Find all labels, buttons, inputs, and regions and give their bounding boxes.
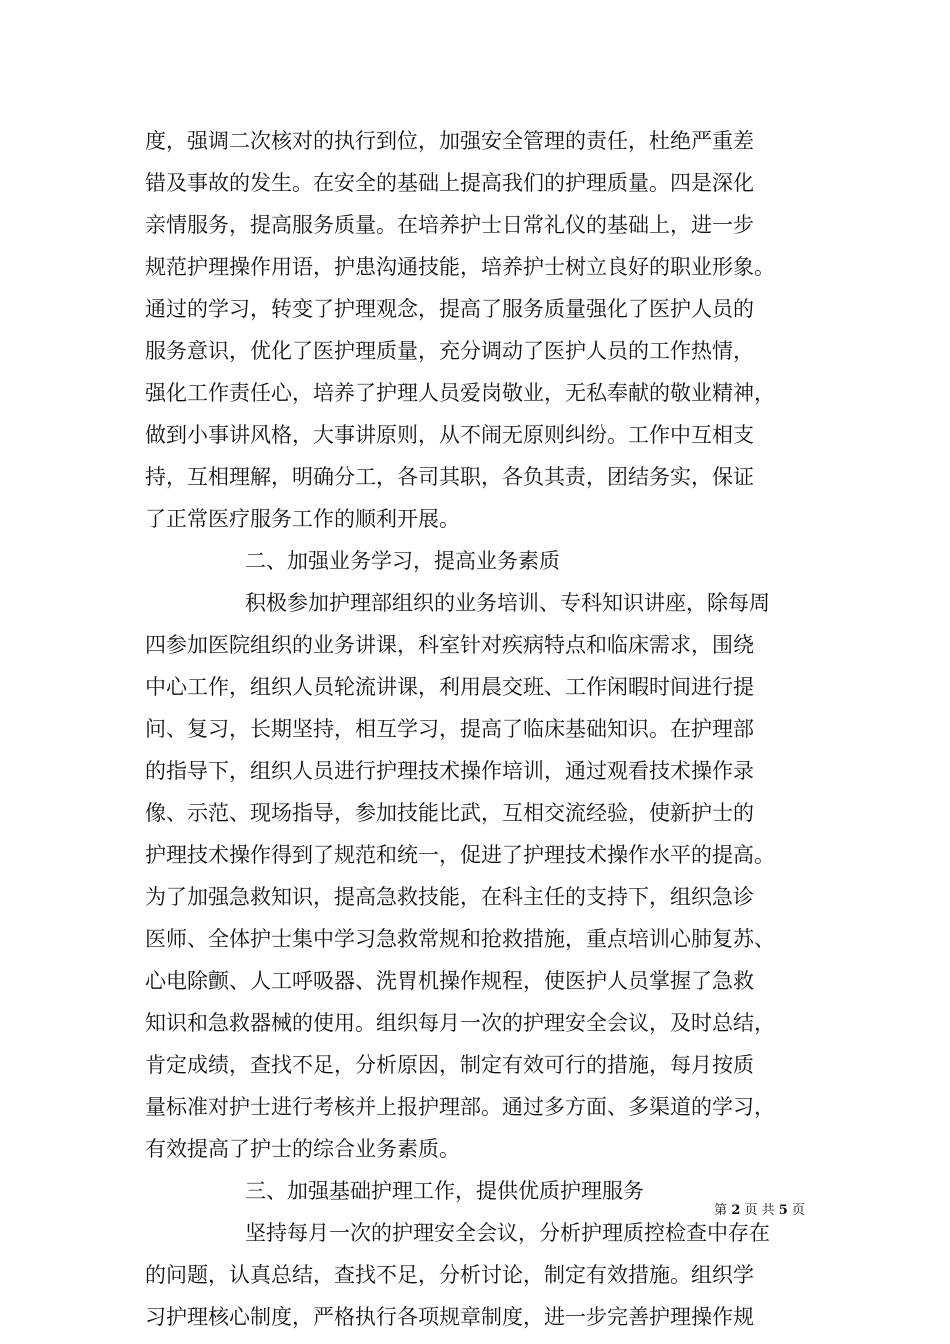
text-line: 肯定成绩，查找不足，分析原因，制定有效可行的措施，每月按质 (145, 1053, 754, 1077)
footer-prefix: 第 (714, 1203, 728, 1218)
text-line: 像、示范、现场指导，参加技能比武，互相交流经验，使新护士的 (145, 801, 754, 825)
current-page-number: 2 (731, 1203, 741, 1218)
text-line: 知识和急救器械的使用。组织每月一次的护理安全会议，及时总结， (145, 1011, 775, 1035)
total-pages-number: 5 (778, 1203, 788, 1218)
text-line: 错及事故的发生。在安全的基础上提高我们的护理质量。四是深化 (145, 171, 754, 195)
paragraph-first-line: 积极参加护理部组织的业务培训、专科知识讲座，除每周 (245, 591, 770, 615)
text-line: 的问题，认真总结，查找不足，分析讨论，制定有效措施。组织学 (145, 1263, 754, 1287)
section-heading: 三、加强基础护理工作，提供优质护理服务 (245, 1179, 644, 1203)
text-line: 四参加医院组织的业务讲课，科室针对疾病特点和临床需求，围绕 (145, 633, 754, 657)
document-body (145, 120, 810, 1338)
text-line: 持，互相理解，明确分工，各司其职，各负其责，团结务实，保证 (145, 465, 754, 489)
text-line: 服务意识，优化了医护理质量，充分调动了医护人员的工作热情， (145, 339, 754, 363)
text-line: 中心工作，组织人员轮流讲课，利用晨交班、工作闲暇时间进行提 (145, 675, 754, 699)
text-line: 强化工作责任心，培养了护理人员爱岗敬业，无私奉献的敬业精神， (145, 381, 775, 405)
text-line: 心电除颤、人工呼吸器、洗胃机操作规程，使医护人员掌握了急救 (145, 969, 754, 993)
text-line: 问、复习，长期坚持，相互学习，提高了临床基础知识。在护理部 (145, 717, 754, 741)
footer-middle: 页 共 (744, 1203, 775, 1218)
section-heading: 二、加强业务学习，提高业务素质 (245, 549, 560, 573)
text-line: 有效提高了护士的综合业务素质。 (145, 1137, 460, 1161)
text-line: 通过的学习，转变了护理观念，提高了服务质量强化了医护人员的 (145, 297, 754, 321)
text-line: 做到小事讲风格，大事讲原则，从不闹无原则纠纷。工作中互相支 (145, 423, 754, 447)
text-line: 的指导下，组织人员进行护理技术操作培训，通过观看技术操作录 (145, 759, 754, 783)
text-line: 为了加强急救知识，提高急救技能，在科主任的支持下，组织急诊 (145, 885, 754, 909)
text-line: 习护理核心制度，严格执行各项规章制度，进一步完善护理操作规 (145, 1305, 754, 1329)
text-line: 度，强调二次核对的执行到位，加强安全管理的责任，杜绝严重差 (145, 129, 754, 153)
text-line: 护理技术操作得到了规范和统一，促进了护理技术操作水平的提高。 (145, 843, 775, 867)
text-line: 亲情服务，提高服务质量。在培养护士日常礼仪的基础上，进一步 (145, 213, 754, 237)
text-line: 量标准对护士进行考核并上报护理部。通过多方面、多渠道的学习， (145, 1095, 775, 1119)
paragraph-first-line: 坚持每月一次的护理安全会议，分析护理质控检查中存在 (245, 1221, 770, 1245)
text-line: 了正常医疗服务工作的顺利开展。 (145, 507, 460, 531)
text-line: 医师、全体护士集中学习急救常规和抢救措施，重点培训心肺复苏、 (145, 927, 775, 951)
text-line: 规范护理操作用语，护患沟通技能，培养护士树立良好的职业形象。 (145, 255, 775, 279)
page-number-footer (714, 1201, 805, 1221)
footer-suffix: 页 (791, 1203, 805, 1218)
